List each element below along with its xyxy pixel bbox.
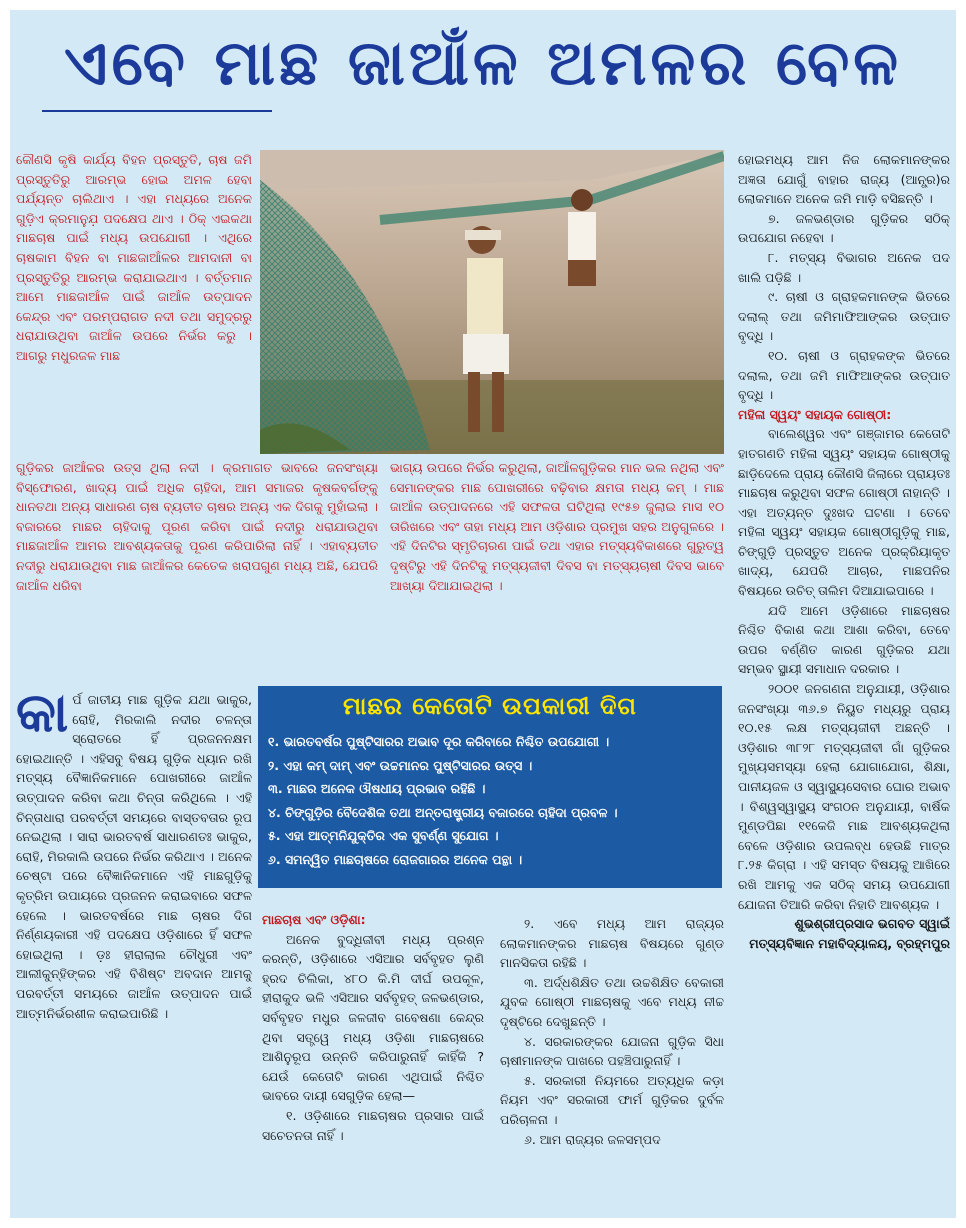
author-affiliation: ମତ୍ସ୍ୟବିଜ୍ଞାନ ମହାବିଦ୍ୟାଳୟ, ବ୍ରହ୍ମପୁର — [749, 935, 950, 951]
benefits-title: ମାଛର କେତୋଟି ଉପକାରୀ ଦିଗ — [343, 692, 637, 720]
middle-para-1: ଅନେକ ବୁଦ୍ଧିଜୀବୀ ମଧ୍ୟ ପ୍ରଶ୍ନ କରନ୍ତି, ଓଡ଼ିଶାରେ ଏସିଆର ସର୍ବବୃହତ ଲୁଣି ହ୍ରଦ ଚିଲିକା, ୪୮୦ କି.ମି ଦୀର୍ଘ ଉପକୂଳ, ହୀରାକୁଦ ଭଳି ଏସିଆର ସର୍ବବୃହତ୍ ଜଳଭଣ୍ଡାର, ସର୍ବବୃହତ ମଧୁର ଜଳଜୀବ ଗବେଷଣା କେନ୍ଦ୍ର ଥିବା ସତ୍ତ୍ୱେ ମଧ୍ୟ ଓଡ଼ିଶା ମାଛଚାଷରେ ଆଶିନୁରୂପ ଉନ୍ନତି କରିପାରୁନାହିଁ କାହିଁକି ? ଯେଉଁ କେତୋଟି କାରଣ ଏଥିପାଇଁ ନିଶ୍ଚିତ ଭାବରେ ଦାୟୀ ସେଗୁଡ଼ିକ ହେଲା— — [262, 931, 484, 1104]
right-column — [738, 150, 950, 1216]
intro-text-3: ଭାଗ୍ୟ ଉପରେ ନିର୍ଭର କରୁଥିଲା, ଜାଆଁଳଗୁଡ଼ିକର ମାନ ଭଲ ନଥିଲା ଏବଂ ସେମାନଙ୍କର ମାଛ ପୋଖରୀରେ ବଢ଼ିବାର କ୍ଷମତା ମଧ୍ୟ କମ୍ । ମାଛ ଜାଆଁଳ ଉତ୍ପାଦନରେ ଏହି ସଫଳତା ଘଟିଥିଲା ୧୯୫୭ ଜୁଲାଇ ମାସ ୧୦ ତାରିଖରେ ଏବଂ ତାହା ମଧ୍ୟ ଆମ ଓଡ଼ିଶାର ପ୍ରମୁଖ ସହର ଅନୁଗୁଳରେ । ଏହି ଦିନଟିର ସ୍ମୃତିଚାରଣ ପାଇଁ ତଥା ଏହାର ମତ୍ସ୍ୟବିକାଶରେ ଗୁରୁତ୍ୱ ଦୃଷ୍ଟିରୁ ଏହି ଦିନଟିକୁ ମତ୍ସ୍ୟଜୀବୀ ଦିବସ ବା ମତ୍ସ୍ୟଚାଷୀ ଦିବସ ଭାବେ ଆଖ୍ୟା ଦିଆଯାଇଥିଲା । — [390, 460, 724, 593]
middle-para-3: ୨. ଏବେ ମଧ୍ୟ ଆମ ରାଜ୍ୟର ଲୋକମାନଙ୍କର ମାଛଚାଷ ବିଷୟରେ ଗୁଣ୍ଡ ମାନସିକତା ରହିଛି । — [500, 916, 724, 971]
right-para-1: ହୋଇମଧ୍ୟ ଆମ ନିଜ ଲୋକମାନଙ୍କର ଅଜ୍ଞତା ଯୋଗୁଁ ବାହାର ରାଜ୍ୟ (ଆନ୍ଧ୍ର)ର ଲୋକମାନେ ଅନେକ ଜମି ମାଡ଼ି ବସିଛନ୍ତି । — [738, 152, 950, 207]
benefit-item: ୩. ମାଛର ଅନେକ ଔଷଧୀୟ ପ୍ରଭାବ ରହିଛି । — [268, 781, 486, 796]
headline: ଏବେ ମାଛ ଜାଆଁଳ ଅମଳର ବେଳ — [63, 26, 902, 99]
benefits-list — [268, 730, 712, 871]
benefit-item: ୪. ଚିଙ୍ଗୁଡ଼ିର ବୈଦେଶିକ ତଥା ଅନ୍ତରାଷ୍ଟ୍ରୀୟ ବଜାରରେ ଚାହିଦା ପ୍ରବଳ । — [268, 804, 618, 820]
benefit-item: ୨. ଏହା କମ୍ ଦାମ୍ ଏବଂ ଉଚ୍ଚମାନର ପୁଷ୍ଟିସାରର ଉତ୍ସ । — [268, 757, 533, 773]
right-subheading: ମହିଳା ସ୍ୱୟଂ ସହାୟକ ଗୋଷ୍ଠୀ: — [738, 406, 892, 422]
right-para-4: ୯. ଚାଷୀ ଓ ଗ୍ରାହକମାନଙ୍କ ଭିତରେ ଦଲାଲ୍ ତଥା ଜମିମାଫିଆଙ୍କର ଉତ୍ପାତ ବୃଦ୍ଧି । — [738, 289, 950, 344]
benefit-item: ୬. ସମନ୍ୱିତ ମାଛଚାଷରେ ରୋଜଗାରର ଅନେକ ପନ୍ଥା । — [268, 851, 523, 867]
intro-text-2: ଗୁଡ଼ିକର ଜାଆଁଳର ଉତ୍ସ ଥିଲା ନଦୀ । କ୍ରମାଗତ ଭାବରେ ଜନସଂଖ୍ୟା ବିସ୍ଫୋରଣ, ଖାଦ୍ୟ ପାଇଁ ଅଧିକ ଚାହିଦା, ଆମ ସମାଜର କୃଷକବର୍ଗଙ୍କୁ ଧାନତଥା ଅନ୍ୟ ସାଧାରଣ ଚାଷ ବ୍ୟତୀତ ଚାଷର ଅନ୍ୟ ଏକ ଦିଗକୁ ମୁହାଁଇଲା । ବଜାରରେ ମାଛର ଚାହିଦାକୁ ପୂରଣ କରିବା ପାଇଁ ନଦୀରୁ ଧରାଯାଉଥିବା ମାଛଜାଆଁଳ ଆମର ଆବଶ୍ୟକତାକୁ ପୂରଣ କରିପାରିଲା ନାହିଁ । ଏହାବ୍ୟତୀତ ନଦୀରୁ ଧରାଯାଉଥିବା ମାଛ ଜାଆଁଳର କେତେକ ଖରାପଗୁଣ ମଧ୍ୟ ଅଛି, ଯେପରି ଜାଆଁଳ ଧରିବା — [16, 460, 378, 593]
left-lower-column — [16, 690, 252, 1218]
right-para-8: ୨୦୦୧ ଜନଗଣନା ଅନୁଯାୟୀ, ଓଡ଼ିଶାର ଜନସଂଖ୍ୟା ୩୬.୭ ନିୟୁତ ମଧ୍ୟରୁ ପ୍ରାୟ ୧୦.୧୫ ଲକ୍ଷ ମତ୍ସ୍ୟଜୀବୀ ଅଛନ୍ତି । ଓଡ଼ିଶାର ୩୮୨୮ ମତ୍ସ୍ୟଜୀବୀ ଗାଁ ଗୁଡ଼ିକର ମୁଖ୍ୟସମସ୍ୟା ହେଲା ଯୋଗାଯୋଗ, ଶିକ୍ଷା, ପାନୀୟଜଳ ଓ ସ୍ୱାସ୍ଥ୍ୟସେବାର ଘୋର ଅଭାବ । ବିଶ୍ୱସ୍ୱାସ୍ଥ୍ୟ ସଂଗଠନ ଅନୁଯାୟୀ, ବାର୍ଷିକ ମୁଣ୍ଡପିଛା ୧୧କେଜି ମାଛ ଆବଶ୍ୟକଥିଲା ବେଳେ ଓଡ଼ିଶାର ଉପଲବ୍ଧ ହେଉଛି ମାତ୍ର ୮.୨୫ କିଗ୍ରା । ଏହି ସମସ୍ତ ବିଷୟକୁ ଆଖିରେ ରଖି ଆମକୁ ଏକ ସଠିକ୍ ସମୟ ଉପଯୋଗୀ ଯୋଜନା ତିଆରି କରିବା ନିହାତି ଆବଶ୍ୟକ । — [738, 681, 950, 912]
benefit-item: ୧. ଭାରତବର୍ଷର ପୁଷ୍ଟିସାରର ଅଭାବ ଦୂର କରିବାରେ ନିଶ୍ଚିତ ଉପଯୋଗୀ । — [268, 734, 610, 749]
odisha-subheading: ମାଛଚାଷ ଏବଂ ଓଡ଼ିଶା: — [262, 912, 366, 927]
middle-bottom-column-2 — [500, 914, 724, 1216]
middle-para-2: ୧. ଓଡ଼ିଶାରେ ମାଛଚାଷର ପ୍ରସାର ପାଇଁ ସଚେତନତା ନାହିଁ । — [262, 1107, 484, 1143]
right-para-2: ୭. ଜଳଭଣ୍ଡାର ଗୁଡ଼ିକର ସଠିକ୍ ଉପଯୋଗ ନହେବା । — [738, 210, 950, 246]
left-lower-text: ର୍ପ ଜାତୀୟ ମାଛ ଗୁଡ଼ିକ ଯଥା ଭାକୁର, ରୋହି, ମିରକାଲି ନଦୀର ଚଳନ୍ତା ସ୍ରୋତରେ ହିଁ ପ୍ରଜନନକ୍ଷମ ହୋଇଥାନ୍ତି । ଏହିସବୁ ବିଷୟ ଗୁଡ଼ିକ ଧ୍ୟାନ ରଖି ମତ୍ସ୍ୟ ବୈଜ୍ଞାନିକମାନେ ପୋଖରୀରେ ଜାଆଁଳ ଉତ୍ପାଦନ କରିବା କଥା ଚିନ୍ତା କରିଥିଲେ । ଏହି ଚିନ୍ତାଧାରା ପରବର୍ତ୍ତୀ ସମୟରେ ବାସ୍ତବତାର ରୂପ ନେଇଥିଲା । ସାରା ଭାରତବର୍ଷ ସାଧାରଣତଃ ଭାକୁର, ରୋହି, ମିରକାଲି ଉପରେ ନିର୍ଭର କରିଥାଏ । ଅନେକ ଚେଷ୍ଟା ପରେ ବୈଜ୍ଞାନିକମାନେ ଏହି ମାଛଗୁଡ଼ିକୁ କୃତ୍ରିମ ଉପାୟରେ ପ୍ରଜନନ କରାଇବାରେ ସଫଳ ହେଲେ । ଭାରତବର୍ଷରେ ମାଛ ଚାଷର ଦିଗ ନିର୍ଣ୍ଣୟକାରୀ ଏହି ପଦକ୍ଷେପ ଓଡ଼ିଶାରେ ହିଁ ସଫଳ ହୋଇଥିଲା । ଡ଼ଃ ହୀରାଲାଲ ଚୌଧୁରୀ ଏବଂ ଆଲୀକୁନ୍ହିଙ୍କର ଏହି ବିଶିଷ୍ଟ ଅବଦାନ ଆମକୁ ପରବର୍ତ୍ତୀ ସମୟରେ ଜାଆଁଳ ଉତ୍ପାଦନ ପାଇଁ ଆତ୍ମନିର୍ଭରଶୀଳ କରାଇପାରିଛି । — [16, 692, 252, 1021]
intro-text-1: କୌଣସି କୃଷି କାର୍ଯ୍ୟ ବିହନ ପ୍ରସ୍ତୁତି, ଚାଷ ଜମି ପ୍ରସ୍ତୁତିରୁ ଆରମ୍ଭ ହୋଇ ଅମଳ ହେବା ପର୍ଯ୍ୟନ୍ତ ଚାଲିଥାଏ । ଏହା ମଧ୍ୟରେ ଅନେକ ଗୁଡ଼ିଏ କ୍ରମାନୁଯ଼ ପଦକ୍ଷେପ ଥାଏ । ଠିକ୍ ଏଇକଥା ମାଛଚାଷ ପାଇଁ ମଧ୍ୟ ଉପଯୋଗୀ । ଏଥିରେ ଚାଷକାମ ବିହନ ବା ମାଛଜାଆଁଳର ଆମଦାନୀ ବା ପ୍ରସ୍ତୁତିରୁ ଆରମ୍ଭ କରାଯାଇଥାଏ । ବର୍ତ୍ତମାନ ଆମେ ମାଛଜାଆଁଳ ପାଇଁ ଜାଆଁଳ ଉତ୍ପାଦନ କେନ୍ଦ୍ର ଏବଂ ପରମ୍ପରାଗତ ନଦୀ ତଥା ସମୁଦ୍ରରୁ ଧରାଯାଉଥିବା ଜାଆଁଳ ଉପରେ ନିର୍ଭର କରୁ । ଆଗରୁ ମଧୁରଜଳ ମାଛ — [16, 152, 252, 363]
middle-para-5: ୪. ସରକାରଙ୍କର ଯୋଜନା ଗୁଡ଼ିକ ସିଧା ଚାଷୀମାନଙ୍କ ପାଖରେ ପହଞ୍ଚିପାରୁନାହିଁ । — [500, 1033, 724, 1069]
middle-para-7: ୬. ଆମ ରାଜ୍ୟର ଜଳସମ୍ପଦ — [524, 1131, 661, 1147]
right-para-3: ୮. ମତ୍ସ୍ୟ ବିଭାଗର ଅନେକ ପଦ ଖାଲି ପଡ଼ିଛି । — [738, 249, 950, 285]
headline-rule-left — [42, 110, 272, 112]
benefit-item: ୫. ଏହା ଆତ୍ମନିଯୁକ୍ତିର ଏକ ସୁବର୍ଣ୍ଣ ସୁଯୋଗ । — [268, 828, 499, 843]
dropcap: କା — [16, 690, 69, 744]
middle-para-4: ୩. ଅର୍ଦ୍ଧଶିକ୍ଷିତ ତଥା ଉଚ୍ଚଶିକ୍ଷିତ ବେକାରୀ ଯୁବକ ଗୋଷ୍ଠୀ ମାଛଚାଷକୁ ଏବେ ମଧ୍ୟ ନୀଚ୍ଚ ଦୃଷ୍ଟିରେ ଦେଖୁଛନ୍ତି । — [500, 974, 724, 1029]
intro-column-2 — [16, 458, 378, 666]
intro-column-1 — [16, 150, 252, 460]
right-para-7: ଯଦି ଆମେ ଓଡ଼ିଶାରେ ମାଛଚାଷର ନିଶ୍ଚିତ ବିକାଶ କଥା ଆଶା କରିବା, ତେବେ ଉପର ବର୍ଣ୍ଣିତ କାରଣ ଗୁଡ଼ିକର ଯଥା ସମ୍ଭବ ସ୍ଥାୟୀ ସମାଧାନ ଦରକାର । — [738, 602, 950, 677]
benefits-box — [258, 686, 722, 888]
newspaper-page — [10, 10, 956, 1218]
fisherman-back — [568, 189, 596, 286]
fishing-net-photo — [260, 150, 724, 454]
middle-bottom-column-1 — [262, 910, 484, 1216]
right-para-6: ବାଲେଶ୍ୱର ଏବଂ ଗଞ୍ଜାମର କେତୋଟି ହାତଗଣତି ମହିଳା ସ୍ୱୟଂ ସହାୟକ ଗୋଷ୍ଠୀକୁ ଛାଡ଼ିଦେଲେ ପ୍ରାୟ କୌଣସି ଜିଲାରେ ପ୍ରାୟତଃ ମାଛଚାଷ କରୁଥିବା ସଫଳ ଗୋଷ୍ଠୀ ନାହାନ୍ତି । ଏହା ଅତ୍ୟନ୍ତ ଦୁଃଖଦ ଘଟଣା । ତେବେ ମହିଳା ସ୍ୱୟଂ ସହାୟକ ଗୋଷ୍ଠୀଗୁଡ଼ିକୁ ମାଛ, ଚିଙ୍ଗୁଡ଼ି ପ୍ରସ୍ତୁତ ଅନେକ ପ୍ରକ୍ରିୟାକୃତ ଖାଦ୍ୟ, ଯେପରି ଆଚାର, ମାଛପନିର ବିଷୟରେ ଉଚିତ୍ ତାଲିମ ଦିଆଯାଇପାରେ । — [738, 426, 950, 599]
middle-para-6: ୫. ସରକାରୀ ନିୟମରେ ଅତ୍ୟଧିକ କଡ଼ା ନିୟମ ଏବଂ ସରକାରୀ ଫାର୍ମ ଗୁଡ଼ିକର ଦୁର୍ବଳ ପରିଚାଳନା । — [500, 1072, 724, 1127]
author-name: ଶୁଭଶ୍ରୀପ୍ରସାଦ ଭଗବତ ସ୍ୱାଇଁ — [794, 916, 950, 932]
intro-column-3 — [390, 458, 724, 666]
right-para-5: ୧୦. ଚାଷୀ ଓ ଗ୍ରାହକଙ୍କ ଭିତରେ ଦଲାଲ, ତଥା ଜମି ମାଫିଆଙ୍କର ଉତ୍ପାତ ବୃଦ୍ଧି । — [738, 347, 950, 403]
